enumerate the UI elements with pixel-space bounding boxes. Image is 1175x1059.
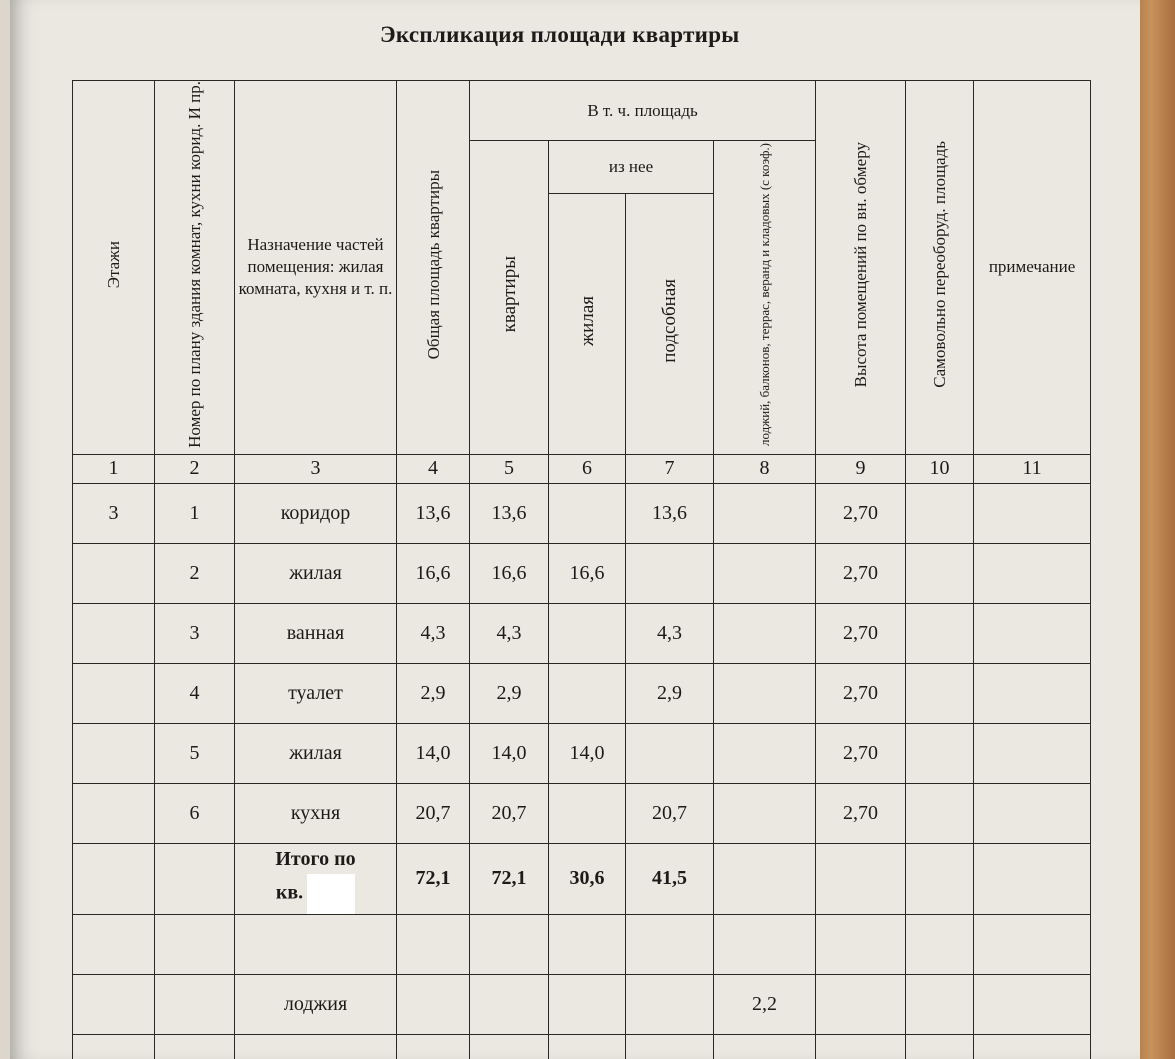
table-row — [73, 603, 1091, 663]
cell-auxiliary-area: 20,7 — [626, 783, 714, 843]
cell-purpose: жилая — [235, 723, 397, 783]
table-row — [73, 543, 1091, 603]
cell-total-area: 14,0 — [397, 723, 470, 783]
header-room-number: Номер по плану здания комнат, кухни корид. И пр. — [155, 81, 235, 455]
column-number: 7 — [626, 454, 714, 483]
cell-living-area: 16,6 — [549, 543, 626, 603]
total-label: Итого по кв. — [235, 843, 397, 914]
cell-note — [974, 663, 1091, 723]
cell-living-area — [549, 603, 626, 663]
loggia-purpose: лоджия — [235, 974, 397, 1034]
cell-room-number: 4 — [155, 663, 235, 723]
column-number: 10 — [906, 454, 974, 483]
cell-loggia-area — [714, 603, 816, 663]
header-loggias: лоджий, балконов, террас, веранд и кладовых (с коэф.) — [714, 141, 816, 455]
cell-apartment-area: 20,7 — [470, 783, 549, 843]
wooden-surface — [1135, 0, 1175, 1059]
explication-table — [72, 80, 1091, 1059]
cell-loggia-area — [714, 723, 816, 783]
cell-floor: 3 — [73, 483, 155, 543]
cell-floor — [73, 543, 155, 603]
cell-apartment-area: 14,0 — [470, 723, 549, 783]
header-living: жилая — [549, 194, 626, 455]
cell-apartment-area: 16,6 — [470, 543, 549, 603]
cell-purpose: жилая — [235, 543, 397, 603]
cell-living-area — [549, 483, 626, 543]
cell-apartment-area: 2,9 — [470, 663, 549, 723]
cell-room-number: 5 — [155, 723, 235, 783]
header-floors: Этажи — [73, 81, 155, 455]
header-height: Высота помещений по вн. обмеру — [816, 81, 906, 455]
loggia-area: 2,2 — [714, 974, 816, 1034]
column-number: 9 — [816, 454, 906, 483]
cell-auxiliary-area: 2,9 — [626, 663, 714, 723]
cell-purpose: ванная — [235, 603, 397, 663]
cell-unauthorized — [906, 663, 974, 723]
column-number: 11 — [974, 454, 1091, 483]
header-apartment: квартиры — [470, 141, 549, 455]
column-number: 3 — [235, 454, 397, 483]
table-row — [73, 663, 1091, 723]
total-apartment-sum: 72,1 — [470, 843, 549, 914]
cell-loggia-area — [714, 543, 816, 603]
column-number: 8 — [714, 454, 816, 483]
total-row — [73, 843, 1091, 914]
cell-living-area — [549, 783, 626, 843]
cell-floor — [73, 663, 155, 723]
document-title: Экспликация площади квартиры — [380, 22, 740, 47]
cell-height: 2,70 — [816, 603, 906, 663]
cell-unauthorized — [906, 483, 974, 543]
total-living-sum: 30,6 — [549, 843, 626, 914]
table-row — [73, 483, 1091, 543]
cell-room-number: 2 — [155, 543, 235, 603]
cell-unauthorized — [906, 543, 974, 603]
cell-floor — [73, 723, 155, 783]
cell-room-number: 6 — [155, 783, 235, 843]
cell-apartment-area: 4,3 — [470, 603, 549, 663]
empty-row — [73, 914, 1091, 974]
cell-note — [974, 723, 1091, 783]
cell-apartment-area: 13,6 — [470, 483, 549, 543]
cell-floor — [73, 603, 155, 663]
loggia-row — [73, 974, 1091, 1034]
column-number: 1 — [73, 454, 155, 483]
cell-height: 2,70 — [816, 543, 906, 603]
column-number: 4 — [397, 454, 470, 483]
cell-living-area: 14,0 — [549, 723, 626, 783]
cell-note — [974, 783, 1091, 843]
table-row — [73, 783, 1091, 843]
cell-loggia-area — [714, 783, 816, 843]
cell-height: 2,70 — [816, 723, 906, 783]
cell-auxiliary-area: 13,6 — [626, 483, 714, 543]
header-unauthorized: Самовольно переоборуд. площадь — [906, 81, 974, 455]
table-row — [73, 723, 1091, 783]
column-number: 5 — [470, 454, 549, 483]
cell-height: 2,70 — [816, 663, 906, 723]
header-purpose: Назначение частей помещения: жилая комната, кухня и т. п. — [235, 81, 397, 455]
cell-height: 2,70 — [816, 783, 906, 843]
cell-total-area: 13,6 — [397, 483, 470, 543]
cell-purpose: туалет — [235, 663, 397, 723]
cell-note — [974, 483, 1091, 543]
cell-unauthorized — [906, 723, 974, 783]
cell-auxiliary-area: 4,3 — [626, 603, 714, 663]
redaction-box — [307, 874, 355, 914]
cell-total-area: 2,9 — [397, 663, 470, 723]
cell-room-number: 1 — [155, 483, 235, 543]
cell-total-area: 20,7 — [397, 783, 470, 843]
column-number: 2 — [155, 454, 235, 483]
column-number: 6 — [549, 454, 626, 483]
total-auxiliary-sum: 41,5 — [626, 843, 714, 914]
cell-purpose: кухня — [235, 783, 397, 843]
cell-note — [974, 543, 1091, 603]
cell-floor — [73, 783, 155, 843]
cell-unauthorized — [906, 603, 974, 663]
header-incl-area: В т. ч. площадь — [470, 81, 816, 141]
cell-auxiliary-area — [626, 723, 714, 783]
header-auxiliary: подсобная — [626, 194, 714, 455]
cell-unauthorized — [906, 783, 974, 843]
header-of-which: из нее — [549, 141, 714, 194]
cell-loggia-area — [714, 483, 816, 543]
cell-living-area — [549, 663, 626, 723]
header-total-area: Общая площадь квартиры — [397, 81, 470, 455]
cell-total-area: 16,6 — [397, 543, 470, 603]
empty-row — [73, 1034, 1091, 1059]
header-note: примечание — [974, 81, 1091, 455]
cell-height: 2,70 — [816, 483, 906, 543]
cell-room-number: 3 — [155, 603, 235, 663]
cell-auxiliary-area — [626, 543, 714, 603]
cell-total-area: 4,3 — [397, 603, 470, 663]
cell-loggia-area — [714, 663, 816, 723]
total-area-sum: 72,1 — [397, 843, 470, 914]
column-number-row — [73, 454, 1091, 483]
cell-note — [974, 603, 1091, 663]
cell-purpose: коридор — [235, 483, 397, 543]
